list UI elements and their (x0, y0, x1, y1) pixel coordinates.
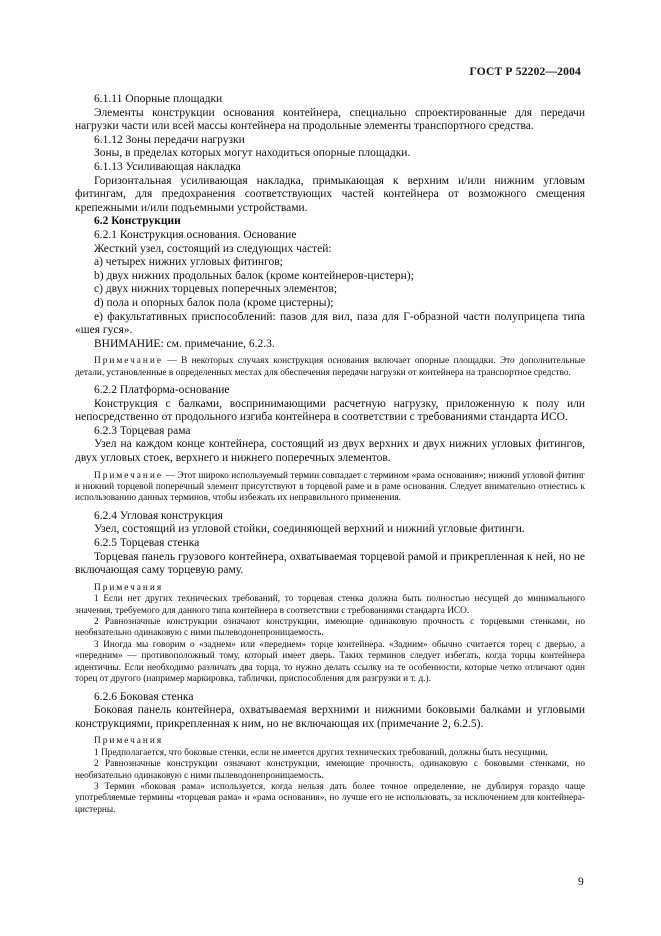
section-6-2-4-title: 6.2.4 Угловая конструкция (94, 509, 223, 522)
section-6-2-2-text: Конструкция с балками, воспринимающими расчетную нагрузку, приложенную к полу или непосредственно от продольного изгиба контейнера в соответствии с требованиями стандарта ИСО. (75, 397, 585, 424)
note-item: 2 Равнозначные конструкции означают конструкции, имеющие одинаковую прочность с торцевыми стенками, но необязательно одинаковую с ними пылеводонепроницаемость. (75, 617, 585, 639)
notes-label: Примечания (94, 582, 164, 593)
section-6-2-1-title: 6.2.1 Конструкция основания. Основание (94, 228, 297, 241)
note-label: Примечание (94, 356, 163, 367)
page-number: 9 (578, 876, 584, 888)
notes-label: Примечания (94, 736, 164, 747)
list-item: а) четырех нижних угловых фитингов; (94, 256, 283, 269)
section-6-2-6-title: 6.2.6 Боковая стенка (94, 690, 194, 703)
list-item: c) двух нижних торцевых поперечных элементов; (94, 283, 338, 296)
note-item: 3 Иногда мы говорим о «заднем» или «переднем» торце контейнера. «Задним» обычно считается торец с дверью, а «передним» — противоположный тому, который имеет дверь. Таких терминов следует избегать, когда торцы контейнера идентичны. Если необходимо различать два торца, то нужно делать ссылку на те особенности, которые четко отличают один торец от другого (например маркировка, таблички, приспособления для разгрузки и т. д.). (75, 639, 585, 685)
note-item: 1 Если нет других технических требований, то торцевая стенка должна быть полностью несущей до минимального значения, требуемого для данного типа контейнера в соответствии с требованиями стандарта ИСО. (75, 594, 585, 616)
section-6-2-5-title: 6.2.5 Торцевая стенка (94, 537, 200, 550)
list-item: b) двух нижних продольных балок (кроме контейнеров-цистерн); (94, 269, 414, 282)
note-text: — В некоторых случаях конструкция основания включает опорные площадки. Это дополнительные детали, установленные в определенных местах для обеспечения передачи нагрузки от контейнера на транспортное средство. (75, 356, 585, 378)
section-6-2-title (75, 215, 585, 229)
section-6-2-4-text: Узел, состоящий из угловой стойки, соединяющей верхний и нижний угловые фитинги. (94, 523, 525, 536)
section-6-2-3-title: 6.2.3 Торцевая рама (94, 424, 191, 437)
section-6-2-1-intro: Жесткий узел, состоящий из следующих частей: (94, 242, 332, 255)
note-6-2-1 (75, 356, 585, 379)
note-label: Примечание (94, 470, 163, 481)
standard-header: ГОСТ Р 52202—2004 (469, 66, 581, 78)
section-6-2-3-text: Узел на каждом конце контейнера, состоящий из двух верхних и двух нижних угловых фитингов, двух угловых стоек, верхнего и нижнего поперечных элементов. (75, 438, 585, 465)
section-6-1-11-title: 6.1.11 Опорные площадки (94, 93, 223, 105)
section-6-1-11-text: Элементы конструкции основания контейнера, специально спроектированные для передачи нагрузки части или всей массы контейнера на продольные элементы транспортного средства. (75, 106, 585, 133)
list-item: d) пола и опорных балок пола (кроме цистерны); (94, 296, 334, 309)
note-item: 1 Предполагается, что боковые стенки, если не имеется других технических требований, должны быть несущими. (94, 747, 548, 758)
section-6-1-13-text: Горизонтальная усиливающая накладка, примыкающая к верхним и/или нижним угловым фитингам, для предохранения соответствующих частей контейнера от возможного смещения крепежными и/или подъемными устройствами. (75, 174, 585, 214)
note-item: 3 Термин «боковая рама» используется, когда нельзя дать более точное определение, не дублируя гораздо чаще употребляемые термины «торцевая рама» и «рама основания», но лучше его не использовать, за исключением для контейнера-цистерны. (75, 781, 585, 815)
note-text: — Этот широко используемый термин совпадает с термином «рама основания»; нижний угловой фитинг и нижний торцевой поперечный элемент присутствуют в торцевой раме и в раме основания. Следует внимательно отнестись к использованию данных терминов, чтобы избежать их неправильного применения. (75, 470, 585, 504)
section-6-2-2-title: 6.2.2 Платформа-основание (94, 384, 230, 397)
section-6-1-12-title: 6.1.12 Зоны передачи нагрузки (94, 133, 245, 146)
section-6-2-title-text: 6.2 Конструкции (94, 215, 181, 228)
section-6-1-12-text: Зоны, в пределах которых могут находиться опорные площадки. (94, 147, 411, 160)
document-body (75, 93, 585, 816)
section-6-2-6-text: Боковая панель контейнера, охватываемая верхними и нижними боковыми балками и угловыми конструкциями, прикрепленная к ним, но не включающая их (примечание 2, 6.2.5). (75, 704, 585, 730)
attention-note: ВНИМАНИЕ: см. примечание, 6.2.3. (94, 337, 275, 350)
section-6-1-13-title: 6.1.13 Усиливающая накладка (94, 160, 241, 173)
list-item: е) факультативных приспособлений: пазов для вил, паза для Г-образной части полуприцепа типа «шея гуся». (75, 310, 585, 337)
note-6-2-3 (75, 471, 585, 505)
section-6-2-5-text: Торцевая панель грузового контейнера, охватываемая торцевой рамой и прикрепленная к ней, но не включающая саму торцевую раму. (75, 550, 585, 577)
note-item: 2 Равнозначные конструкции означают конструкции, имеющие прочность, одинаковую с боковыми стенками, но необязательно одинаковую с ними пылеводонепроницаемость. (75, 759, 585, 781)
